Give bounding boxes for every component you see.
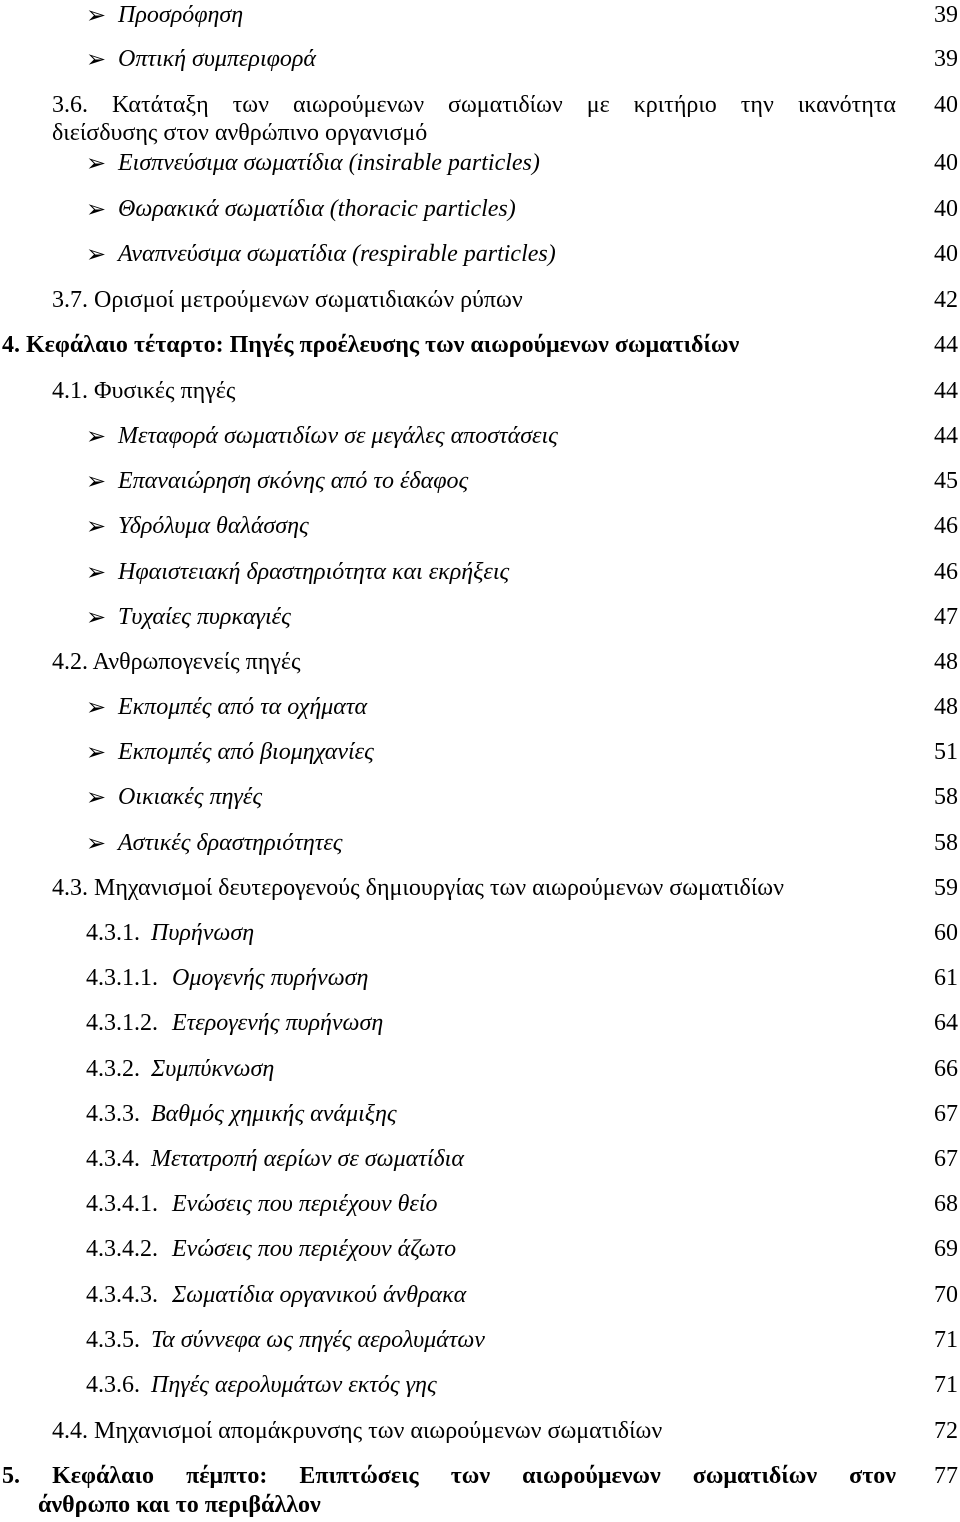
toc-entry-title: Ετερογενής πυρήνωση (172, 1010, 384, 1036)
toc-entry-title: 4.1. Φυσικές πηγές (52, 378, 236, 404)
toc-entry-page: 46 (934, 559, 958, 585)
toc-entry (0, 1325, 960, 1355)
toc-entry-title: Αστικές δραστηριότητες (118, 830, 343, 856)
toc-entry-title: Υδρόλυμα θαλάσσης (118, 513, 309, 539)
toc-entry-number: 4.3.4.3. (86, 1282, 158, 1308)
bullet-arrow-icon: ➢ (86, 738, 107, 766)
toc-entry-page: 71 (934, 1327, 958, 1353)
toc-entry (0, 647, 960, 677)
bullet-arrow-icon: ➢ (86, 1, 107, 29)
bullet-arrow-icon: ➢ (86, 512, 107, 540)
toc-entry (0, 692, 960, 722)
toc-entry-number: 4.3.6. (86, 1372, 140, 1398)
toc-entry (0, 1370, 960, 1400)
toc-entry-page: 72 (934, 1418, 958, 1444)
toc-chapter-entry (0, 1461, 960, 1521)
toc-entry-number: 4.3.1.2. (86, 1010, 158, 1036)
toc-entry-number: 4.3.4.2. (86, 1236, 158, 1262)
toc-chapter-entry (0, 330, 960, 360)
toc-entry-number: 4.3.4. (86, 1146, 140, 1172)
toc-entry-page: 48 (934, 649, 958, 675)
toc-entry (0, 285, 960, 315)
bullet-arrow-icon: ➢ (86, 467, 107, 495)
bullet-arrow-icon: ➢ (86, 829, 107, 857)
toc-entry-page: 44 (934, 423, 958, 449)
toc-entry-page: 48 (934, 694, 958, 720)
toc-entry-title: Εισπνεύσιμα σωματίδια (insirable particles) (118, 150, 540, 176)
toc-entry-page: 46 (934, 513, 958, 539)
toc-entry-number: 4.3.1.1. (86, 965, 158, 991)
toc-entry (0, 918, 960, 948)
bullet-arrow-icon: ➢ (86, 240, 107, 268)
toc-entry-title: Ενώσεις που περιέχουν άζωτο (172, 1236, 457, 1262)
toc-entry-page: 42 (934, 287, 958, 313)
toc-entry-title: 3.7. Ορισμοί μετρούμενων σωματιδιακών ρύπων (52, 287, 523, 313)
toc-entry (0, 963, 960, 993)
toc-entry-page: 64 (934, 1010, 958, 1036)
toc-entry (0, 1099, 960, 1129)
toc-entry-page: 67 (934, 1101, 958, 1127)
toc-entry (0, 194, 960, 224)
toc-entry (0, 44, 960, 74)
toc-entry-number: 4.3.2. (86, 1056, 140, 1082)
bullet-arrow-icon: ➢ (86, 422, 107, 450)
toc-entry-title: Αναπνεύσιμα σωματίδια (respirable particles) (118, 241, 556, 267)
toc-entry-page: 58 (934, 830, 958, 856)
toc-entry-page: 40 (934, 92, 958, 118)
toc-entry (0, 466, 960, 496)
bullet-arrow-icon: ➢ (86, 195, 107, 223)
toc-chapter-title-continued: άνθρωπο και το περιβάλλον (38, 1492, 321, 1518)
toc-entry-page: 39 (934, 46, 958, 72)
toc-entry-page: 44 (934, 378, 958, 404)
toc-entry-title: Οπτική συμπεριφορά (118, 46, 316, 72)
toc-entry-title: 4.3. Μηχανισμοί δευτερογενούς δημιουργίας των αιωρούμενων σωματιδίων (52, 875, 784, 901)
toc-entry (0, 828, 960, 858)
toc-entry-title: Πηγές αερολυμάτων εκτός γης (151, 1372, 437, 1398)
toc-entry-page: 45 (934, 468, 958, 494)
toc-entry-page: 40 (934, 196, 958, 222)
toc-entry-page: 67 (934, 1146, 958, 1172)
toc-entry-title: Τα σύννεφα ως πηγές αερολυμάτων (151, 1327, 485, 1353)
toc-entry-number: 4.3.5. (86, 1327, 140, 1353)
bullet-arrow-icon: ➢ (86, 558, 107, 586)
toc-entry (0, 1234, 960, 1264)
toc-entry (0, 376, 960, 406)
toc-entry-page: 70 (934, 1282, 958, 1308)
toc-entry-number: 4.3.3. (86, 1101, 140, 1127)
toc-entry-page: 39 (934, 2, 958, 28)
toc-entry-title: 3.6. Κατάταξη των αιωρούμενων σωματιδίων με κριτήριο την ικανότητα (52, 92, 896, 118)
bullet-arrow-icon: ➢ (86, 693, 107, 721)
toc-entry-title: Πυρήνωση (151, 920, 255, 946)
toc-entry (0, 1280, 960, 1310)
toc-entry-page: 66 (934, 1056, 958, 1082)
toc-entry (0, 1189, 960, 1219)
toc-entry (0, 873, 960, 903)
toc-entry (0, 421, 960, 451)
toc-entry (0, 148, 960, 178)
toc-entry-title: Προσρόφηση (118, 2, 244, 28)
toc-entry (0, 1054, 960, 1084)
toc-entry-title-continued: διείσδυσης στον ανθρώπινο οργανισμό (52, 120, 428, 146)
bullet-arrow-icon: ➢ (86, 603, 107, 631)
toc-entry (0, 0, 960, 30)
toc-entry-page: 60 (934, 920, 958, 946)
toc-entry (0, 90, 960, 150)
toc-entry-number: 4.3.1. (86, 920, 140, 946)
toc-entry-title: Οικιακές πηγές (118, 784, 263, 810)
toc-entry-page: 40 (934, 150, 958, 176)
toc-entry (0, 1008, 960, 1038)
toc-chapter-title: 5. Κεφάλαιο πέμπτο: Επιπτώσεις των αιωρούμενων σωματιδίων στον (2, 1463, 896, 1489)
toc-entry-title: Μεταφορά σωματιδίων σε μεγάλες αποστάσεις (118, 423, 558, 449)
toc-entry (0, 239, 960, 269)
toc-entry-title: 4.4. Μηχανισμοί απομάκρυνσης των αιωρούμενων σωματιδίων (52, 1418, 663, 1444)
toc-entry-page: 77 (934, 1463, 958, 1489)
toc-chapter-title: 4. Κεφάλαιο τέταρτο: Πηγές προέλευσης των αιωρούμενων σωματιδίων (2, 332, 740, 358)
toc-entry (0, 782, 960, 812)
toc-entry (0, 737, 960, 767)
toc-entry-page: 58 (934, 784, 958, 810)
toc-entry-page: 51 (934, 739, 958, 765)
toc-entry-title: Βαθμός χημικής ανάμιξης (151, 1101, 397, 1127)
toc-entry-title: Ομογενής πυρήνωση (172, 965, 369, 991)
toc-entry (0, 1144, 960, 1174)
toc-entry-title: Συμπύκνωση (151, 1056, 275, 1082)
toc-entry (0, 1416, 960, 1446)
toc-entry-page: 69 (934, 1236, 958, 1262)
bullet-arrow-icon: ➢ (86, 783, 107, 811)
toc-entry-page: 59 (934, 875, 958, 901)
toc-entry-page: 71 (934, 1372, 958, 1398)
toc-entry-page: 61 (934, 965, 958, 991)
toc-entry-title: Επαναιώρηση σκόνης από το έδαφος (118, 468, 469, 494)
bullet-arrow-icon: ➢ (86, 149, 107, 177)
toc-entry-page: 44 (934, 332, 958, 358)
toc-entry-page: 47 (934, 604, 958, 630)
bullet-arrow-icon: ➢ (86, 45, 107, 73)
toc-entry-title: Εκπομπές από τα οχήματα (118, 694, 368, 720)
toc-entry-title: Ηφαιστειακή δραστηριότητα και εκρήξεις (118, 559, 510, 585)
toc-entry-title: Ενώσεις που περιέχουν θείο (172, 1191, 438, 1217)
toc-entry (0, 557, 960, 587)
toc-entry-title: Σωματίδια οργανικού άνθρακα (172, 1282, 467, 1308)
toc-entry (0, 602, 960, 632)
toc-entry-title: Θωρακικά σωματίδια (thoracic particles) (118, 196, 516, 222)
toc-entry-number: 4.3.4.1. (86, 1191, 158, 1217)
toc-entry-title: Τυχαίες πυρκαγιές (118, 604, 291, 630)
toc-entry-title: 4.2. Ανθρωπογενείς πηγές (52, 649, 301, 675)
toc-entry-title: Εκπομπές από βιομηχανίες (118, 739, 374, 765)
toc-entry (0, 511, 960, 541)
toc-entry-page: 68 (934, 1191, 958, 1217)
toc-entry-title: Μετατροπή αερίων σε σωματίδια (151, 1146, 464, 1172)
toc-entry-page: 40 (934, 241, 958, 267)
